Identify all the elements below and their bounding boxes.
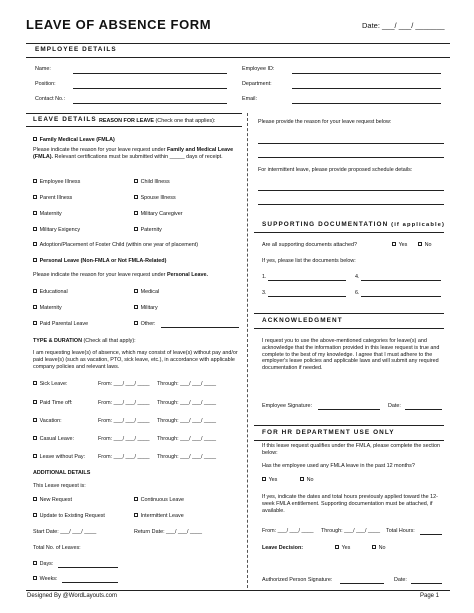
- option-label: Military Caregiver: [140, 211, 183, 217]
- option-spouse-illness[interactable]: [134, 195, 176, 202]
- hr-total-hours-field[interactable]: [420, 534, 442, 535]
- intermittent-prompt: For intermittent leave, please provide proposed schedule details:: [258, 167, 413, 173]
- date-field[interactable]: Date: ___/ ___/ _______: [362, 21, 445, 30]
- doc-field[interactable]: [361, 280, 441, 281]
- hr-text2: If yes, indicate the dates and total hours previously applied toward the 12-week FMLA entitlement. Supporting documentation must be attached, if available.: [262, 494, 438, 514]
- through-field[interactable]: Through: ___/ ___/ ____: [157, 436, 217, 442]
- fmla-text-part: Please indicate the reason for your leave request under: [33, 147, 167, 153]
- personal-checkbox[interactable]: [33, 258, 37, 262]
- checkbox[interactable]: [33, 400, 37, 404]
- checkbox[interactable]: [33, 321, 37, 325]
- option-medical[interactable]: [134, 289, 159, 296]
- divider: [26, 43, 450, 44]
- checkbox[interactable]: [134, 211, 138, 215]
- email-field[interactable]: [292, 103, 441, 104]
- checkbox[interactable]: [33, 561, 37, 565]
- hr-no[interactable]: [300, 477, 313, 484]
- option-label: Paternity: [140, 227, 162, 233]
- ack-text: I request you to use the above-mentioned categories for leave(s) and acknowledge that the information provided in this leave request is true and complete to the best of my knowledge. I agree that I must adhere to the employer's leave policies and applicable laws and will submit any required documentation if needed.: [262, 338, 440, 371]
- checkbox[interactable]: [33, 305, 37, 309]
- yes-label: Yes: [398, 242, 408, 248]
- option-label: Employee Illness: [39, 179, 81, 185]
- divider: [26, 57, 450, 58]
- fmla-text: [33, 147, 240, 161]
- option-adoption[interactable]: [33, 242, 198, 249]
- checkbox[interactable]: [33, 242, 37, 246]
- from-field[interactable]: From: ___/ ___/ ____: [98, 454, 150, 460]
- department-label: Department:: [242, 81, 272, 87]
- schedule-line[interactable]: [258, 190, 444, 191]
- divider: [254, 328, 444, 329]
- checkbox[interactable]: [134, 305, 138, 309]
- option-label: Medical: [140, 289, 160, 295]
- option-label: Child Illness: [140, 179, 170, 185]
- through-field[interactable]: Through: ___/ ___/ ____: [157, 418, 217, 424]
- personal-text-bold: Personal Leave.: [166, 272, 209, 278]
- leave-details-heading: LEAVE DETAILS: [33, 116, 97, 123]
- type-duration-text: I am requesting leave(s) of absence, which may consist of leave(s) without pay and/or paid leave(s) (such as vacation, PTO, sick leave, etc.), in accordance with applicable company policies and relevant laws.: [33, 350, 238, 370]
- employee-id-field[interactable]: [292, 73, 441, 74]
- checkbox[interactable]: [33, 211, 37, 215]
- checkbox[interactable]: [372, 545, 376, 549]
- date-label: Date:: [394, 577, 407, 583]
- row-label: Leave without Pay:: [39, 454, 86, 460]
- yes-label: Yes: [268, 477, 278, 483]
- option-label: New Request: [39, 497, 72, 503]
- fmla-title-row: [33, 137, 115, 144]
- option-paid-parental[interactable]: [33, 321, 88, 328]
- supporting-heading: SUPPORTING DOCUMENTATION: [262, 221, 389, 228]
- option-label: Adoption/Placement of Foster Child (within one year of placement): [39, 242, 199, 248]
- personal-title: Personal Leave (Non-FMLA or Not FMLA-Related): [39, 258, 167, 264]
- option-label: Update to Existing Request: [39, 513, 105, 519]
- row-label: Paid Time off:: [39, 400, 73, 406]
- supporting-heading-row: [262, 221, 445, 229]
- checkbox[interactable]: [33, 289, 37, 293]
- checkbox[interactable]: [33, 576, 37, 580]
- reason-line[interactable]: [258, 157, 444, 158]
- return-date-field[interactable]: Return Date: ___/ ___/ ____: [134, 529, 203, 535]
- attached-no[interactable]: [418, 242, 431, 249]
- row-paid-time-off[interactable]: [33, 400, 72, 407]
- page-title: LEAVE OF ABSENCE FORM: [26, 17, 212, 32]
- page-number: Page 1: [420, 593, 440, 599]
- footer-divider: [26, 590, 450, 591]
- option-other[interactable]: [134, 321, 156, 328]
- option-child-illness[interactable]: [134, 179, 170, 186]
- personal-text-part: Please indicate the reason for your leave request under: [33, 272, 167, 278]
- checkbox[interactable]: [33, 179, 37, 183]
- attached-yes[interactable]: [392, 242, 407, 249]
- hr-text: If this leave request qualifies under the FMLA, please complete the section below:: [262, 443, 440, 456]
- no-label: No: [424, 242, 432, 248]
- employee-signature-field[interactable]: [318, 409, 380, 410]
- divider: [254, 313, 444, 314]
- through-field[interactable]: Through: ___/ ___/ ____: [157, 381, 217, 387]
- list-prompt: If yes, please list the documents below:: [262, 258, 356, 264]
- contact-field[interactable]: [73, 103, 227, 104]
- divider: [26, 113, 242, 114]
- option-label: Military: [140, 305, 158, 311]
- option-continuous[interactable]: [134, 497, 184, 504]
- hr-total-hours-label: Total Hours:: [386, 528, 415, 534]
- checkbox[interactable]: [134, 289, 138, 293]
- column-divider: [247, 113, 248, 588]
- option-paternity[interactable]: [134, 227, 162, 234]
- checkbox[interactable]: [134, 321, 138, 325]
- doc-item-1: 1.: [262, 274, 267, 280]
- row-casual-leave[interactable]: [33, 436, 74, 443]
- position-label: Position:: [35, 81, 56, 87]
- option-label: Military Exigency: [39, 227, 81, 233]
- no-label: No: [306, 477, 314, 483]
- reason-line[interactable]: [258, 143, 444, 144]
- doc-item-3: 3.: [262, 290, 267, 296]
- schedule-line[interactable]: [258, 204, 444, 205]
- hr-heading: FOR HR DEPARTMENT USE ONLY: [262, 429, 395, 436]
- other-field[interactable]: [161, 327, 239, 328]
- employee-signature-label: Employee Signature:: [262, 403, 313, 409]
- option-label: Educational: [39, 289, 68, 295]
- divider: [26, 126, 242, 127]
- decision-yes[interactable]: [335, 545, 350, 552]
- days-row[interactable]: [33, 561, 53, 568]
- position-field[interactable]: [73, 88, 227, 89]
- personal-title-row: [33, 258, 166, 265]
- doc-item-4: 4.: [355, 274, 360, 280]
- hr-through-field[interactable]: Through: ___/ ___/ ____: [321, 528, 381, 534]
- option-label: Intermittent Leave: [140, 513, 184, 519]
- divider: [254, 232, 444, 233]
- hr-question: Has the employee used any FMLA leave in the past 12 months?: [262, 463, 415, 469]
- option-update[interactable]: [33, 513, 105, 520]
- weeks-field[interactable]: [62, 582, 118, 583]
- row-vacation[interactable]: [33, 418, 62, 425]
- checkbox[interactable]: [262, 477, 266, 481]
- auth-signature-label: Authorized Person Signature:: [262, 577, 333, 583]
- from-field[interactable]: From: ___/ ___/ ____: [98, 418, 150, 424]
- employee-details-heading: EMPLOYEE DETAILS: [35, 46, 117, 53]
- reason-prompt: Please provide the reason for your leave request below:: [258, 119, 392, 125]
- additional-heading: ADDITIONAL DETAILS: [33, 470, 91, 476]
- checkbox[interactable]: [33, 513, 37, 517]
- checkbox[interactable]: [33, 436, 37, 440]
- option-label: Maternity: [39, 211, 62, 217]
- total-leaves-label: Total No. of Leaves:: [33, 545, 81, 551]
- type-duration-heading: TYPE & DURATION: [33, 338, 83, 344]
- no-label: No: [378, 545, 386, 551]
- option-label: Parent Illness: [39, 195, 73, 201]
- option-label: Maternity: [39, 305, 62, 311]
- checkbox[interactable]: [33, 381, 37, 385]
- days-field[interactable]: [58, 567, 118, 568]
- row-label: Casual Leave:: [39, 436, 75, 442]
- divider: [254, 425, 444, 426]
- option-label: Continuous Leave: [140, 497, 185, 503]
- fmla-title: Family Medical Leave (FMLA): [39, 137, 115, 143]
- checkbox[interactable]: [335, 545, 339, 549]
- through-field[interactable]: Through: ___/ ___/ ____: [157, 454, 217, 460]
- divider: [254, 440, 444, 441]
- checkbox[interactable]: [134, 513, 138, 517]
- option-educational[interactable]: [33, 289, 68, 296]
- department-field[interactable]: [292, 88, 441, 89]
- row-sick-leave[interactable]: [33, 381, 67, 388]
- option-label: Other:: [140, 321, 156, 327]
- auth-signature-field[interactable]: [340, 583, 384, 584]
- type-duration-row: [33, 338, 136, 345]
- from-field[interactable]: From: ___/ ___/ ____: [98, 400, 150, 406]
- reason-label: REASON FOR LEAVE: [99, 118, 155, 124]
- designed-by: Designed By @WordLayouts.com: [27, 593, 118, 599]
- from-field[interactable]: From: ___/ ___/ ____: [98, 436, 150, 442]
- hr-yes[interactable]: [262, 477, 277, 484]
- checkbox[interactable]: [134, 195, 138, 199]
- option-military-exigency[interactable]: [33, 227, 80, 234]
- checkbox[interactable]: [33, 418, 37, 422]
- row-leave-without-pay[interactable]: [33, 454, 85, 461]
- doc-field[interactable]: [361, 296, 441, 297]
- reason-note: (Check one that applies):: [155, 118, 216, 124]
- attached-question: Are all supporting documents attached?: [262, 242, 357, 248]
- fmla-checkbox[interactable]: [33, 137, 37, 141]
- option-new-request[interactable]: [33, 497, 72, 504]
- start-date-field[interactable]: Start Date: ___/ ___/ ____: [33, 529, 97, 535]
- weeks-row[interactable]: [33, 576, 57, 583]
- checkbox[interactable]: [33, 227, 37, 231]
- option-label: Spouse Illness: [140, 195, 176, 201]
- name-field[interactable]: [73, 73, 227, 74]
- employee-id-label: Employee ID:: [242, 66, 275, 72]
- checkbox[interactable]: [392, 242, 396, 246]
- option-intermittent[interactable]: [134, 513, 184, 520]
- checkbox[interactable]: [134, 497, 138, 501]
- decision-label: Leave Decision:: [262, 545, 304, 551]
- option-military[interactable]: [134, 305, 158, 312]
- days-label: Days:: [39, 561, 54, 567]
- option-military-caregiver[interactable]: [134, 211, 183, 218]
- decision-no[interactable]: [372, 545, 385, 552]
- hr-from-field[interactable]: From: ___/ ___/ ____: [262, 528, 314, 534]
- checkbox[interactable]: [300, 477, 304, 481]
- checkbox[interactable]: [134, 179, 138, 183]
- doc-item-6: 6.: [355, 290, 360, 296]
- checkbox[interactable]: [33, 454, 37, 458]
- contact-label: Contact No.:: [35, 96, 65, 102]
- row-label: Sick Leave:: [39, 381, 68, 387]
- option-employee-illness[interactable]: [33, 179, 80, 186]
- option-maternity[interactable]: [33, 211, 62, 218]
- yes-label: Yes: [341, 545, 351, 551]
- checkbox[interactable]: [418, 242, 422, 246]
- row-label: Vacation:: [39, 418, 62, 424]
- option-parent-illness[interactable]: [33, 195, 72, 202]
- checkbox[interactable]: [134, 227, 138, 231]
- email-label: Email:: [242, 96, 257, 102]
- supporting-note: (if applicable): [391, 222, 446, 228]
- reason-label-line: [99, 118, 215, 125]
- checkbox[interactable]: [33, 195, 37, 199]
- option-maternity-personal[interactable]: [33, 305, 62, 312]
- date-label: Date:: [388, 403, 401, 409]
- through-field[interactable]: Through: ___/ ___/ ____: [157, 400, 217, 406]
- date-field[interactable]: [411, 583, 442, 584]
- ack-heading: ACKNOWLEDGMENT: [262, 317, 343, 324]
- doc-field[interactable]: [268, 280, 346, 281]
- weeks-label: Weeks:: [39, 576, 58, 582]
- fmla-text-bold: Family and Medical Leave (FMLA).: [33, 147, 234, 160]
- fmla-text-part: Relevant certifications must be submitted within _____ days of receipt.: [53, 153, 223, 160]
- checkbox[interactable]: [33, 497, 37, 501]
- doc-field[interactable]: [268, 296, 346, 297]
- from-field[interactable]: From: ___/ ___/ ____: [98, 381, 150, 387]
- name-label: Name:: [35, 66, 51, 72]
- personal-text: [33, 272, 208, 279]
- date-field[interactable]: [405, 409, 442, 410]
- type-duration-note: (Check all that apply):: [83, 338, 136, 344]
- option-label: Paid Parental Leave: [39, 321, 89, 327]
- request-is-label: This Leave request is:: [33, 483, 86, 489]
